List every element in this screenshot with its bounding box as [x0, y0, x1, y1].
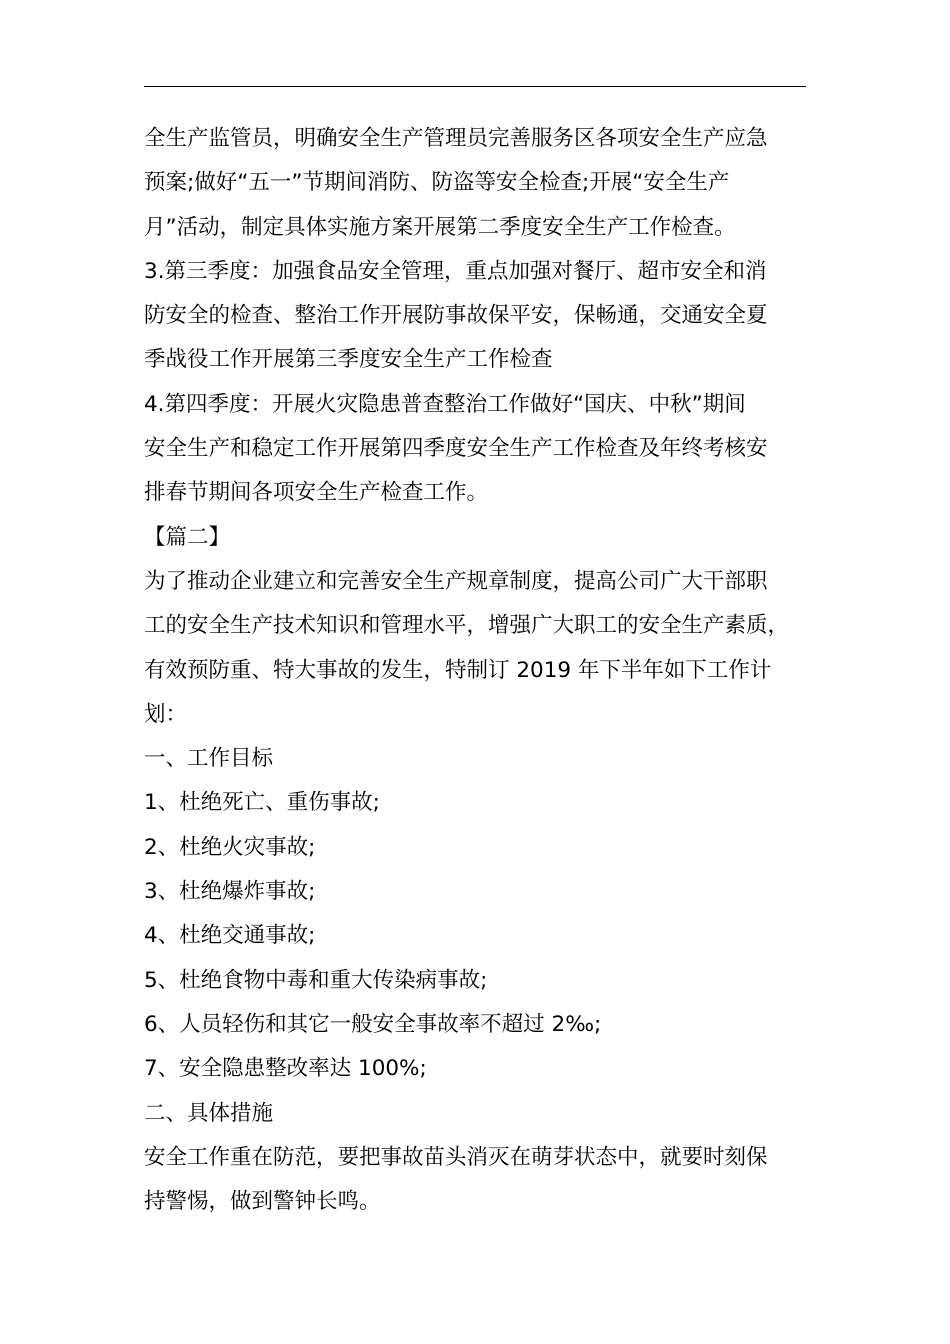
text-line: 排春节期间各项安全生产检查工作。 [144, 480, 489, 506]
text-line: 6、人员轻伤和其它一般安全事故率不超过 2‰; [144, 1011, 602, 1037]
text-line: 4、杜绝交通事故; [144, 923, 316, 949]
text-line: 防安全的检查、整治工作开展防事故保平安，保畅通，交通安全夏 [144, 303, 768, 329]
text-line: 1、杜绝死亡、重伤事故; [144, 790, 380, 816]
text-line: 一、工作目标 [144, 746, 274, 772]
text-line: 2、杜绝火灾事故; [144, 834, 316, 860]
document-body [144, 117, 808, 1224]
text-line: 为了推动企业建立和完善安全生产规章制度，提高公司广大干部职 [144, 568, 768, 594]
header-rule [144, 86, 806, 87]
text-line: 月”活动，制定具体实施方案开展第二季度安全生产工作检查。 [144, 214, 736, 240]
text-line: 3.第三季度：加强食品安全管理，重点加强对餐厅、超市安全和消 [144, 258, 767, 284]
text-line: 5、杜绝食物中毒和重大传染病事故; [144, 967, 488, 993]
text-line: 7、安全隐患整改率达 100%; [144, 1056, 427, 1082]
text-line: 有效预防重、特大事故的发生，特制订 2019 年下半年如下工作计 [144, 657, 772, 683]
text-line: 安全工作重在防范，要把事故苗头消灭在萌芽状态中，就要时刻保 [144, 1144, 768, 1170]
text-line: 季战役工作开展第三季度安全生产工作检查 [144, 347, 553, 373]
text-line: 3、杜绝爆炸事故; [144, 879, 316, 905]
text-line: 【篇二】 [144, 524, 231, 550]
text-line: 安全生产和稳定工作开展第四季度安全生产工作检查及年终考核安 [144, 436, 768, 462]
text-line: 工的安全生产技术知识和管理水平，增强广大职工的安全生产素质， [144, 613, 790, 639]
text-line: 持警惕，做到警钟长鸣。 [144, 1189, 381, 1215]
text-line: 二、具体措施 [144, 1100, 274, 1126]
text-line: 全生产监管员，明确安全生产管理员完善服务区各项安全生产应急 [144, 126, 768, 151]
text-line: 4.第四季度：开展火灾隐患普查整治工作做好“国庆、中秋”期间 [144, 391, 746, 417]
text-line: 预案;做好“五一”节期间消防、防盗等安全检查;开展“安全生产 [144, 170, 730, 196]
text-line: 划： [144, 701, 188, 727]
